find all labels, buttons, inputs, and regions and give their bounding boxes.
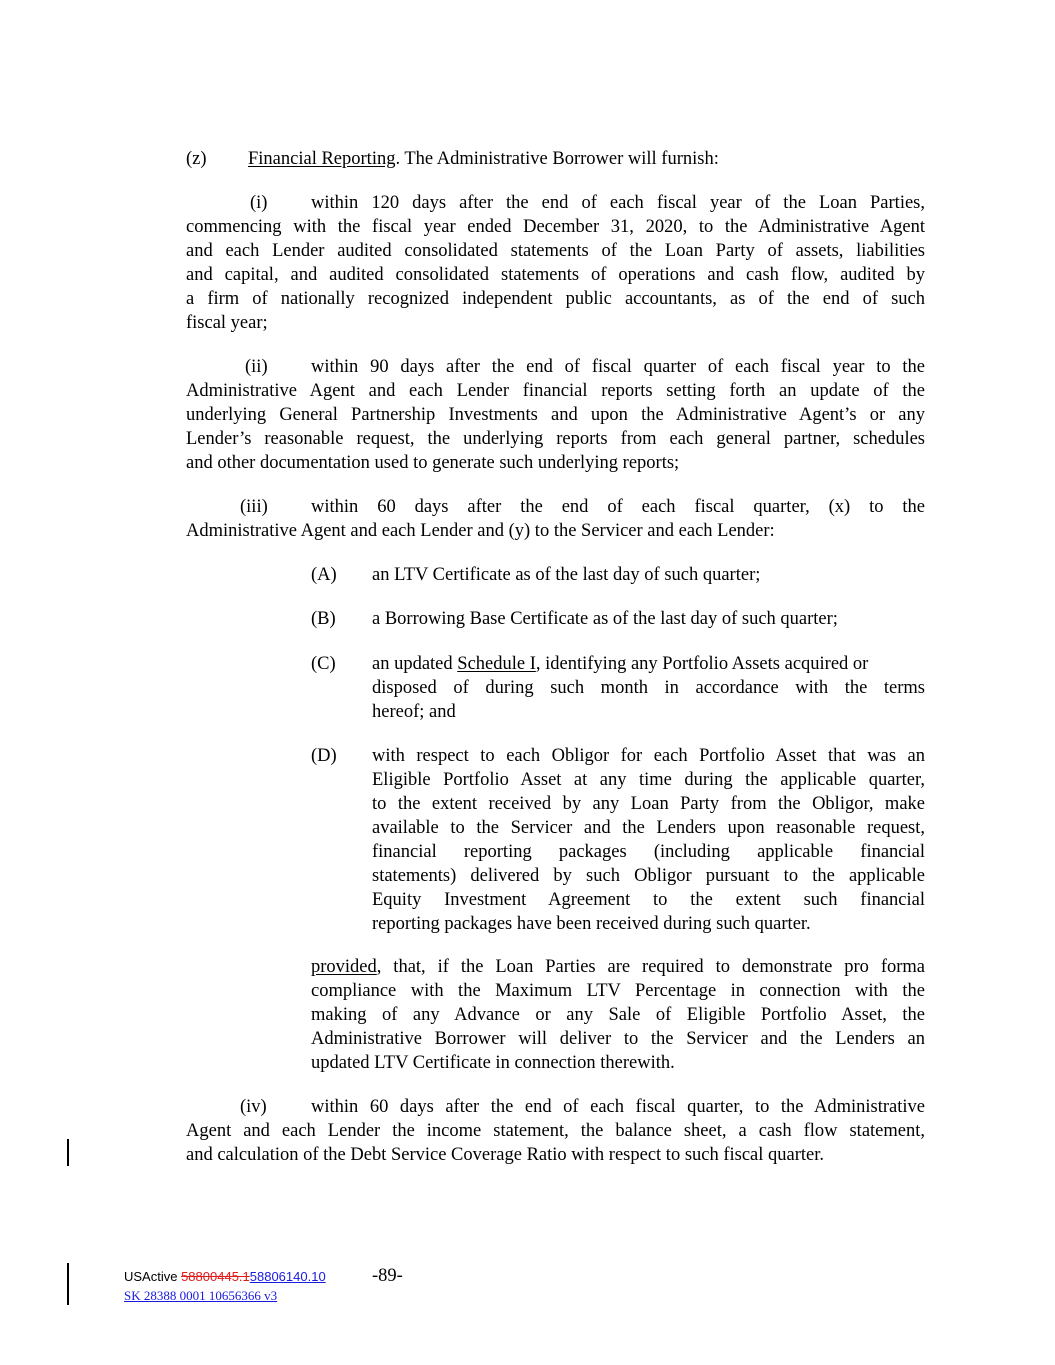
section-label: (z)	[186, 149, 207, 169]
sub-d-label: (D)	[311, 746, 337, 766]
item-i-label: (i)	[250, 193, 268, 213]
item-i-line: a firm of nationally recognized independent public accountants, as of the end of such	[186, 289, 925, 309]
document-id-prefix: USActive	[124, 1269, 182, 1284]
revision-change-bar	[67, 1139, 69, 1166]
proviso-line: Administrative Borrower will deliver to the Servicer and the Lenders an	[311, 1029, 925, 1049]
item-ii-line: Administrative Agent and each Lender financial reports setting forth an update of the	[186, 381, 925, 401]
item-ii-line: Lender’s reasonable request, the underlying reports from each general partner, schedules	[186, 429, 925, 449]
proviso-first-rest: , that, if the Loan Parties are required to demonstrate pro forma	[376, 957, 925, 977]
item-i-line: and each Lender audited consolidated statements of the Loan Party of assets, liabilities	[186, 241, 925, 261]
sk-reference: SK 28388 0001 10656366 v3	[124, 1288, 278, 1303]
sub-c-first-line	[372, 652, 868, 676]
section-heading: Financial Reporting	[248, 149, 396, 169]
item-iii-line: Administrative Agent and each Lender and (y) to the Servicer and each Lender:	[186, 521, 775, 541]
item-ii-label: (ii)	[245, 357, 268, 377]
item-i-line: and capital, and audited consolidated statements of operations and cash flow, audited by	[186, 265, 925, 285]
item-i-line: fiscal year;	[186, 313, 268, 333]
item-i-line: commencing with the fiscal year ended December 31, 2020, to the Administrative Agent	[186, 217, 925, 237]
item-iii-line: within 60 days after the end of each fiscal quarter, (x) to the	[311, 497, 925, 517]
inserted-document-id: 58806140.10	[249, 1269, 326, 1284]
schedule-i-ref: Schedule I	[457, 654, 536, 674]
section-heading-line	[248, 147, 719, 171]
item-iv-line: Agent and each Lender the income statement, the balance sheet, a cash flow statement,	[186, 1121, 925, 1141]
item-ii-line: within 90 days after the end of fiscal quarter of each fiscal year to the	[311, 357, 925, 377]
item-ii-line: underlying General Partnership Investments and upon the Administrative Agent’s or any	[186, 405, 925, 425]
proviso-line: making of any Advance or any Sale of Eligible Portfolio Asset, the	[311, 1005, 925, 1025]
revision-change-bar	[67, 1263, 69, 1305]
page-number: -89-	[372, 1266, 403, 1286]
sub-d-line: financial reporting packages (including applicable financial	[372, 842, 925, 862]
item-iv-line: and calculation of the Debt Service Coverage Ratio with respect to such fiscal quarter.	[186, 1145, 825, 1165]
sub-d-line: Equity Investment Agreement to the extent such financial	[372, 890, 925, 910]
sub-d-line: with respect to each Obligor for each Portfolio Asset that was an	[372, 746, 925, 766]
section-heading-rest: . The Administrative Borrower will furnish:	[395, 149, 719, 169]
sub-c-post: , identifying any Portfolio Assets acquired or	[535, 654, 869, 674]
sub-c-label: (C)	[311, 654, 336, 674]
proviso-line: compliance with the Maximum LTV Percentage in connection with the	[311, 981, 925, 1001]
item-i-line: within 120 days after the end of each fiscal year of the Loan Parties,	[311, 193, 925, 213]
proviso-first-line	[311, 955, 925, 979]
item-iv-line: within 60 days after the end of each fiscal quarter, to the Administrative	[311, 1097, 925, 1117]
sub-c-line: disposed of during such month in accordance with the terms	[372, 678, 925, 698]
sub-a-label: (A)	[311, 565, 337, 585]
item-iv-label: (iv)	[240, 1097, 267, 1117]
sub-d-line: to the extent received by any Loan Party from the Obligor, make	[372, 794, 925, 814]
sub-d-line: reporting packages have been received during such quarter.	[372, 914, 811, 934]
sub-a-text: an LTV Certificate as of the last day of such quarter;	[372, 565, 761, 585]
document-id	[124, 1269, 326, 1285]
sub-d-line: available to the Servicer and the Lenders upon reasonable request,	[372, 818, 925, 838]
sub-c-pre: an updated	[372, 654, 458, 674]
sub-d-line: Eligible Portfolio Asset at any time during the applicable quarter,	[372, 770, 925, 790]
sub-b-text: a Borrowing Base Certificate as of the last day of such quarter;	[372, 609, 838, 629]
item-ii-line: and other documentation used to generate such underlying reports;	[186, 453, 680, 473]
proviso-line: updated LTV Certificate in connection therewith.	[311, 1053, 675, 1073]
sub-c-line: hereof; and	[372, 702, 456, 722]
sub-b-label: (B)	[311, 609, 336, 629]
provided-term: provided	[311, 957, 377, 977]
item-iii-label: (iii)	[240, 497, 268, 517]
sub-d-line: statements) delivered by such Obligor pursuant to the applicable	[372, 866, 925, 886]
deleted-document-id: 58800445.1	[181, 1269, 250, 1284]
